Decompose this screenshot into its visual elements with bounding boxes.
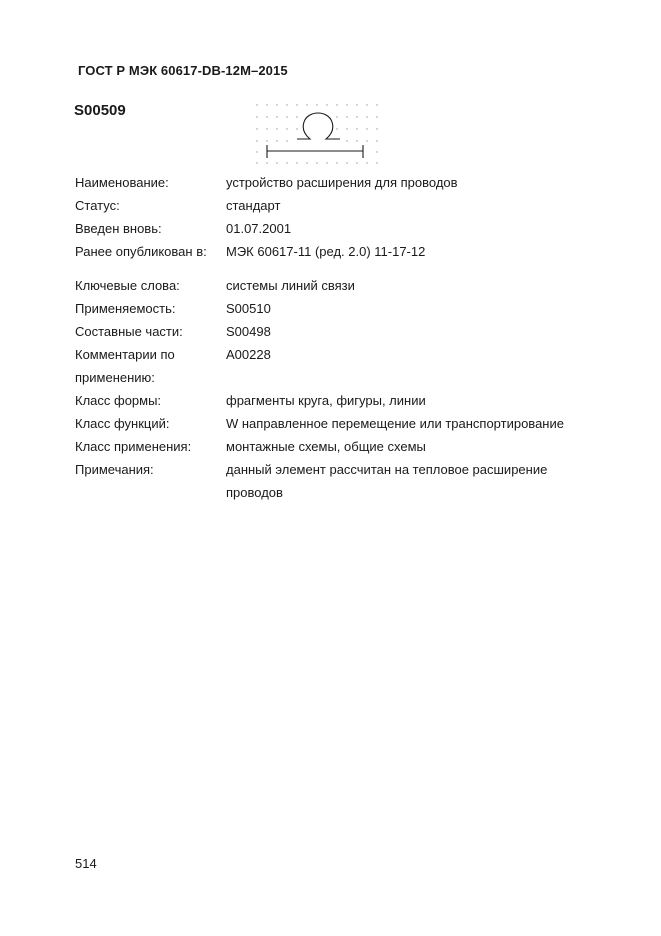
field-label: Ранее опубликован в:: [75, 244, 207, 259]
section-gap: [75, 263, 615, 274]
field-notes-cont: [75, 481, 615, 504]
field-label: [75, 481, 226, 504]
field-label: Применяемость:: [75, 301, 176, 316]
field-value: S00510: [226, 301, 271, 316]
field-value: A00228: [226, 347, 271, 362]
field-value: фрагменты круга, фигуры, линии: [226, 393, 426, 408]
field-label: Введен вновь:: [75, 221, 162, 236]
symbol-code: S00509: [74, 102, 126, 119]
field-application-comments-cont: [75, 366, 615, 389]
field-value: W направленное перемещение или транспортирование: [226, 416, 564, 431]
document-header: ГОСТ Р МЭК 60617-DB-12M–2015: [78, 63, 288, 78]
field-status: [75, 194, 615, 217]
page-number: 514: [75, 856, 97, 871]
field-label: применению:: [75, 370, 155, 385]
field-value: [226, 366, 615, 389]
field-shape-class: [75, 389, 615, 412]
field-label: Примечания:: [75, 462, 154, 477]
symbol-properties: [75, 171, 615, 504]
field-label: Наименование:: [75, 175, 169, 190]
field-previously-published: [75, 240, 615, 263]
field-function-class: [75, 412, 615, 435]
field-label: Составные части:: [75, 324, 183, 339]
field-value: 01.07.2001: [226, 221, 292, 236]
wire-expansion-device-symbol-icon: [252, 98, 382, 168]
field-value: устройство расширения для проводов: [226, 175, 458, 190]
field-value: монтажные схемы, общие схемы: [226, 439, 426, 454]
field-label: Класс функций:: [75, 416, 170, 431]
field-application-class: [75, 435, 615, 458]
field-components: [75, 320, 615, 343]
field-value: S00498: [226, 324, 271, 339]
field-introduced: [75, 217, 615, 240]
field-value: проводов: [226, 485, 283, 500]
field-application-comments: [75, 343, 615, 366]
field-value: МЭК 60617-11 (ред. 2.0) 11-17-12: [226, 244, 426, 259]
field-name: [75, 171, 615, 194]
field-value: системы линий связи: [226, 278, 355, 293]
field-label: Ключевые слова:: [75, 278, 180, 293]
field-notes: [75, 458, 615, 481]
field-label: Класс формы:: [75, 393, 162, 408]
field-label: Статус:: [75, 198, 120, 213]
field-label: Комментарии по: [75, 347, 175, 362]
field-applicability: [75, 297, 615, 320]
field-value: данный элемент рассчитан на тепловое расширение: [226, 462, 548, 477]
field-keywords: [75, 274, 615, 297]
field-label: Класс применения:: [75, 439, 192, 454]
field-value: стандарт: [226, 198, 281, 213]
